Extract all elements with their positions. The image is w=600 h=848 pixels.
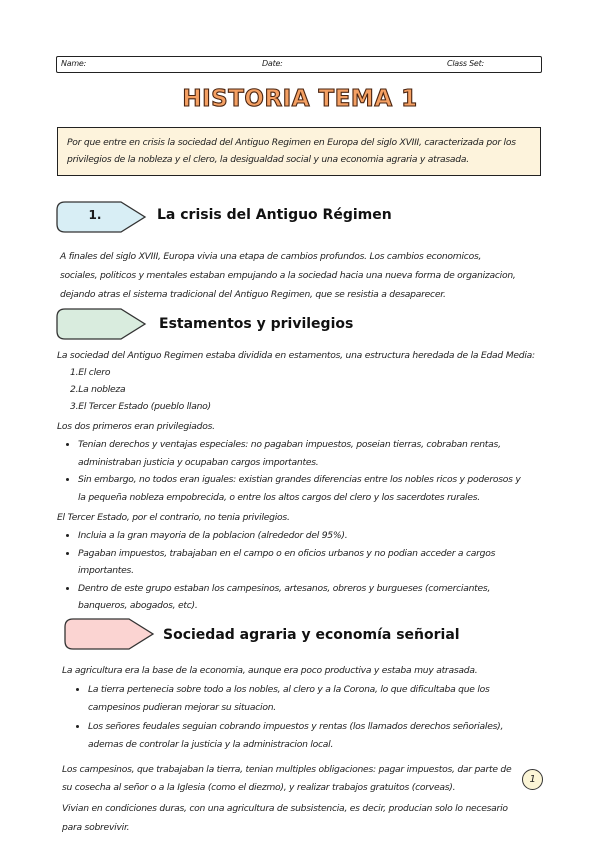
section-1-badge bbox=[55, 200, 147, 234]
section-3-title: Sociedad agraria y economía señorial bbox=[163, 627, 460, 643]
agriculture-intro: La agricultura era la base de la economia, aunque era poco productiva y estaba muy atrasada. bbox=[62, 665, 478, 676]
subsistence-paragraph: Vivian en condiciones duras, con una agricultura de subsistencia, es decir, producian solo lo necesario para sobrevivir. bbox=[62, 803, 508, 833]
section-1-title: La crisis del Antiguo Régimen bbox=[157, 207, 392, 223]
privileged-intro: Los dos primeros eran privilegiados. bbox=[57, 421, 215, 432]
section-1-paragraph: A finales del siglo XVIII, Europa vivia una etapa de cambios profundos. Los cambios economicos, sociales, politicos y mentales estaban empujando a la sociedad hacia una nueva forma de organizacion, dejando atras el sistema tradicional del Antiguo Regimen, que se resistia a desaparecer. bbox=[60, 251, 516, 300]
page-title: HISTORIA TEMA 1 bbox=[182, 86, 418, 112]
section-2-title: Estamentos y privilegios bbox=[159, 316, 354, 332]
page-number: 1 bbox=[522, 769, 543, 790]
section-1-number: 1. bbox=[88, 208, 102, 222]
seigneurial-points bbox=[74, 681, 528, 753]
list-item: • Dentro de este grupo estaban los campesinos, artesanos, obreros y burgueses (comerciantes, banqueros, abogados, etc). bbox=[78, 580, 540, 615]
estate-item: 3.El Tercer Estado (pueblo llano) bbox=[70, 401, 211, 412]
section-3-badge bbox=[63, 617, 155, 651]
estates-list bbox=[70, 364, 211, 415]
third-estate-intro: El Tercer Estado, por el contrario, no tenia privilegios. bbox=[57, 512, 290, 523]
list-item: • Incluia a la gran mayoria de la poblacion (alrededor del 95%). bbox=[78, 527, 540, 545]
class-label: Class Set: bbox=[447, 59, 484, 68]
intro-question-box: Por que entre en crisis la sociedad del Antiguo Regimen en Europa del siglo XVIII, caracterizada por los privilegios de la nobleza y el clero, la desigualdad social y una economia agraria y atrasada. bbox=[57, 127, 541, 176]
student-info-bar bbox=[56, 56, 542, 73]
peasants-paragraph: Los campesinos, que trabajaban la tierra, tenian multiples obligaciones: pagar impuestos, dar parte de su cosecha al señor o a la Iglesia (como el diezmo), y realizar trabajos gratuitos (corveas). bbox=[62, 764, 512, 793]
date-label: Date: bbox=[262, 59, 283, 68]
estates-intro: La sociedad del Antiguo Regimen estaba dividida en estamentos, una estructura heredada de la Edad Media: bbox=[57, 350, 535, 361]
section-3-badge-shape bbox=[63, 617, 155, 651]
privileged-points bbox=[64, 436, 528, 506]
estate-item: 2.La nobleza bbox=[70, 384, 126, 395]
section-2-badge bbox=[55, 307, 147, 341]
list-item: • Tenian derechos y ventajas especiales: no pagaban impuestos, poseian tierras, cobraban rentas, administraban justicia y ocupaban cargos importantes. bbox=[78, 436, 528, 471]
name-label: Name: bbox=[61, 59, 87, 68]
list-item: • Pagaban impuestos, trabajaban en el campo o en oficios urbanos y no podian acceder a cargos importantes. bbox=[78, 545, 540, 580]
estate-item: 1.El clero bbox=[70, 367, 111, 378]
list-item: • La tierra pertenecia sobre todo a los nobles, al clero y a la Corona, lo que dificultaba que los campesinos pudieran mejorar su situacion. bbox=[88, 681, 528, 716]
list-item: • Los señores feudales seguian cobrando impuestos y rentas (los llamados derechos señoriales), ademas de controlar la justicia y la administracion local. bbox=[88, 718, 528, 753]
third-estate-points bbox=[64, 527, 540, 615]
list-item: • Sin embargo, no todos eran iguales: existian grandes diferencias entre los nobles ricos y poderosos y la pequeña nobleza empobrecida, o entre los altos cargos del clero y los sacerdotes rurales. bbox=[78, 471, 528, 506]
section-2-badge-shape bbox=[55, 307, 147, 341]
